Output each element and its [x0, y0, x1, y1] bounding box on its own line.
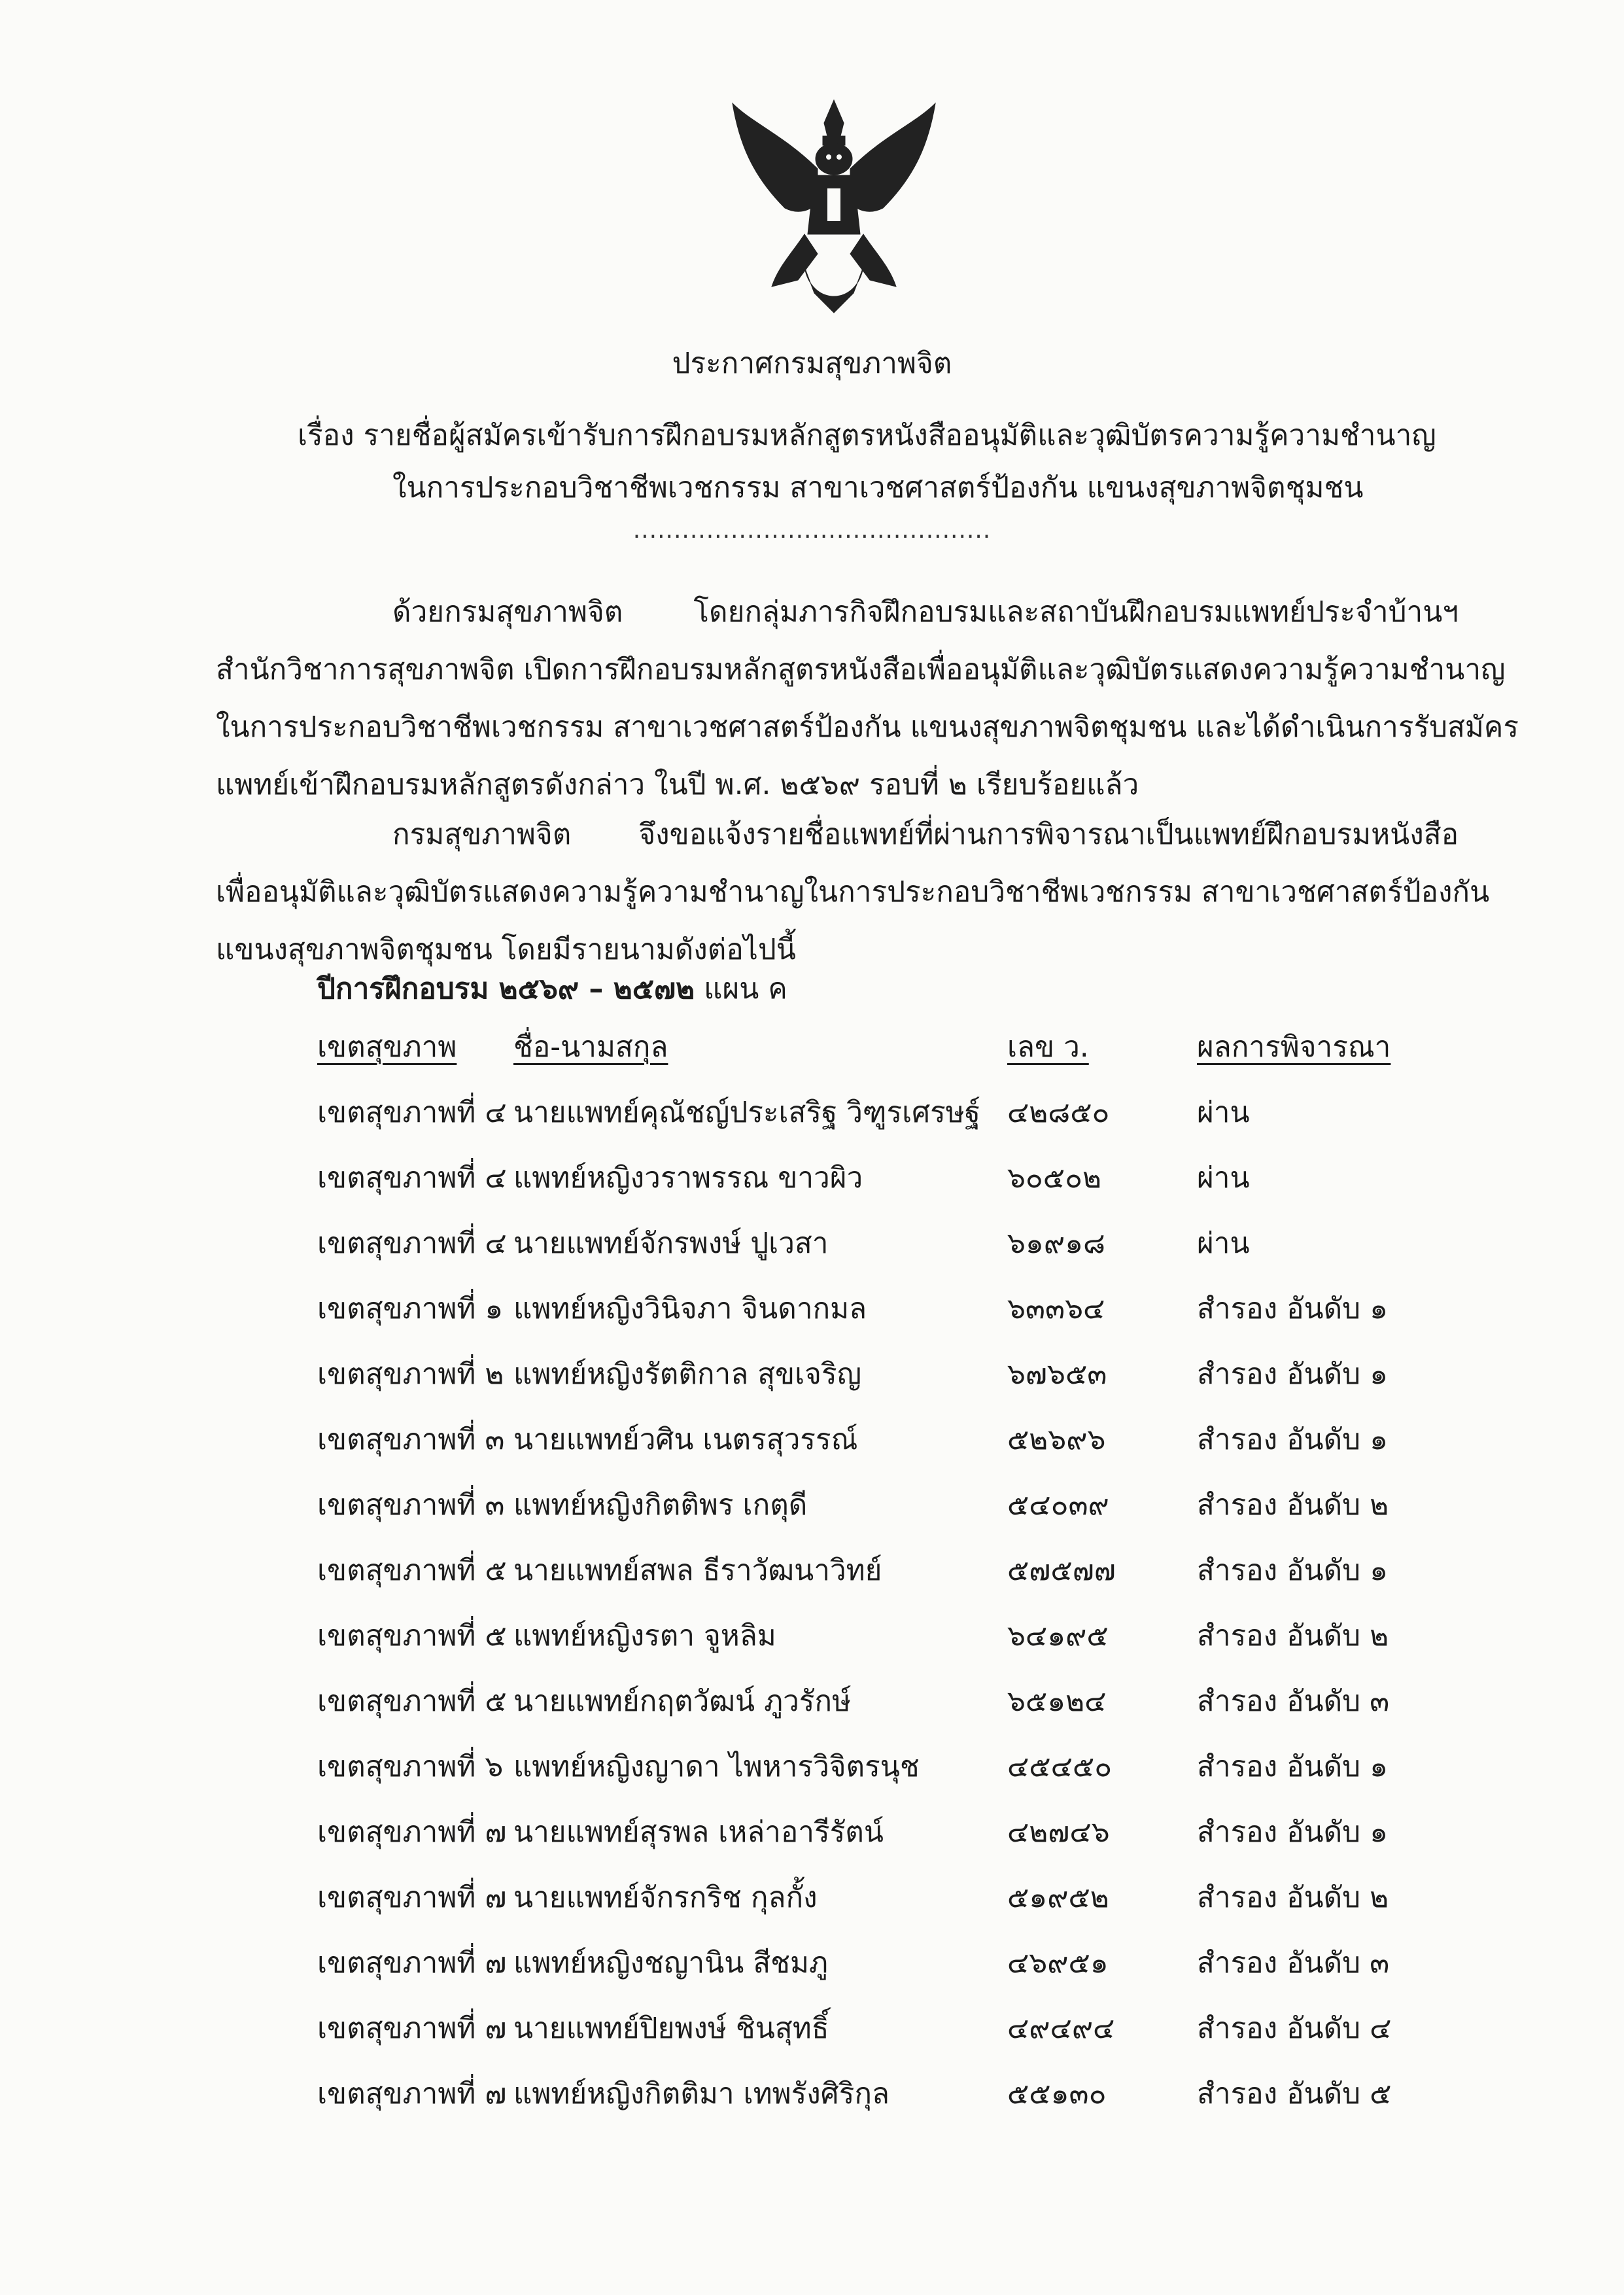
row-doctor-name: นายแพทย์คุณัชญ์ประเสริฐ วิฑูรเศรษฐ์ [513, 1096, 981, 1129]
paragraph-line: กรมสุขภาพจิต จึงขอแจ้งรายชื่อแพทย์ที่ผ่านการพิจารณาเป็นแพทย์ฝึกอบรมหนังสือ [392, 818, 1459, 851]
row-region: เขตสุขภาพที่ ๒ [317, 1358, 504, 1391]
table-row [317, 1678, 1462, 1743]
row-license-number: ๕๑๙๕๒ [1007, 1881, 1109, 1914]
paragraph-2 [216, 806, 1490, 979]
row-region: เขตสุขภาพที่ ๕ [317, 1554, 507, 1587]
row-region: เขตสุขภาพที่ ๔ [317, 1161, 507, 1195]
table-row [317, 1351, 1462, 1416]
row-license-number: ๖๓๓๖๔ [1007, 1292, 1105, 1325]
row-region: เขตสุขภาพที่ ๗ [317, 2077, 507, 2111]
row-region: เขตสุขภาพที่ ๗ [317, 1815, 507, 1849]
row-doctor-name: แพทย์หญิงวินิจภา จินดากมล [513, 1292, 867, 1325]
row-doctor-name: แพทย์หญิงชญานิน สีชมภู [513, 1946, 829, 1980]
subject-line-1: เรื่อง รายชื่อผู้สมัครเข้ารับการฝึกอบรมหลักสูตรหนังสืออนุมัติและวุฒิบัตรความรู้ความชำนาญ [298, 419, 1436, 452]
row-doctor-name: แพทย์หญิงกิตติมา เทพรังศิริกุล [513, 2077, 890, 2111]
row-license-number: ๔๖๙๕๑ [1007, 1946, 1109, 1980]
table-row [317, 1743, 1462, 1809]
row-license-number: ๔๒๘๕๐ [1007, 1096, 1110, 1129]
header-region: เขตสุขภาพ [317, 1030, 457, 1064]
table-row [317, 1482, 1462, 1547]
row-doctor-name: นายแพทย์กฤตวัฒน์ ภูวรักษ์ [513, 1685, 852, 1718]
paragraph-line: สำนักวิชาการสุขภาพจิต เปิดการฝึกอบรมหลักสูตรหนังสือเพื่ออนุมัติและวุฒิบัตรแสดงความรู้ความชำนาญ [216, 653, 1506, 686]
row-result: สำรอง อันดับ ๕ [1197, 2077, 1392, 2111]
row-doctor-name: แพทย์หญิงรัตติกาล สุขเจริญ [513, 1358, 862, 1391]
table-row [317, 1089, 1462, 1155]
row-result: สำรอง อันดับ ๑ [1197, 1815, 1389, 1849]
row-result: สำรอง อันดับ ๒ [1197, 1619, 1389, 1653]
row-license-number: ๖๔๑๙๕ [1007, 1619, 1109, 1653]
row-result: สำรอง อันดับ ๔ [1197, 2012, 1392, 2045]
row-license-number: ๕๕๑๓๐ [1007, 2077, 1107, 2111]
garuda-emblem-icon [726, 97, 942, 319]
row-doctor-name: แพทย์หญิงญาดา ไพหารวิจิตรนุช [513, 1750, 920, 1783]
table-row [317, 1940, 1462, 2005]
paragraph-1 [216, 584, 1519, 814]
row-result: ผ่าน [1197, 1096, 1250, 1129]
row-region: เขตสุขภาพที่ ๗ [317, 1946, 507, 1980]
row-region: เขตสุขภาพที่ ๖ [317, 1750, 504, 1783]
table-row [317, 2071, 1462, 2136]
row-result: สำรอง อันดับ ๑ [1197, 1554, 1389, 1587]
training-plan-label: แผน ค [704, 972, 787, 1006]
row-result: สำรอง อันดับ ๑ [1197, 1423, 1389, 1456]
table-row [317, 1155, 1462, 1220]
paragraph-line: ในการประกอบวิชาชีพเวชกรรม สาขาเวชศาสตร์ป้องกัน แขนงสุขภาพจิตชุมชน และได้ดำเนินการรับสมัคร [216, 710, 1519, 744]
row-license-number: ๔๒๗๔๖ [1007, 1815, 1110, 1849]
row-license-number: ๔๙๔๙๔ [1007, 2012, 1115, 2045]
row-region: เขตสุขภาพที่ ๔ [317, 1096, 507, 1129]
row-doctor-name: นายแพทย์สพล ธีราวัฒนาวิทย์ [513, 1554, 882, 1587]
row-doctor-name: นายแพทย์ปิยพงษ์ ชินสุทธิ์ [513, 2012, 829, 2045]
row-license-number: ๖๑๙๑๘ [1007, 1227, 1105, 1260]
row-doctor-name: นายแพทย์จักรกริช กุลกั้ง [513, 1881, 818, 1914]
row-region: เขตสุขภาพที่ ๑ [317, 1292, 504, 1325]
row-license-number: ๔๕๔๕๐ [1007, 1750, 1113, 1783]
row-result: ผ่าน [1197, 1161, 1250, 1195]
row-doctor-name: นายแพทย์วศิน เนตรสุวรรณ์ [513, 1423, 858, 1456]
row-result: สำรอง อันดับ ๑ [1197, 1750, 1389, 1783]
row-doctor-name: นายแพทย์สุรพล เหล่าอารีรัตน์ [513, 1815, 884, 1849]
paragraph-line: ด้วยกรมสุขภาพจิต โดยกลุ่มภารกิจฝึกอบรมและสถาบันฝึกอบรมแพทย์ประจำบ้านฯ [392, 595, 1459, 629]
row-region: เขตสุขภาพที่ ๔ [317, 1227, 507, 1260]
table-row [317, 1809, 1462, 1874]
row-region: เขตสุขภาพที่ ๕ [317, 1619, 507, 1653]
row-doctor-name: นายแพทย์จักรพงษ์ ปูเวสา [513, 1227, 829, 1260]
row-result: สำรอง อันดับ ๒ [1197, 1488, 1389, 1522]
row-region: เขตสุขภาพที่ ๓ [317, 1488, 505, 1522]
row-result: สำรอง อันดับ ๓ [1197, 1946, 1390, 1980]
training-year-line [317, 966, 787, 1011]
table-row [317, 1874, 1462, 1940]
table-row [317, 1220, 1462, 1286]
header-result: ผลการพิจารณา [1197, 1030, 1391, 1064]
header-name: ชื่อ-นามสกุล [513, 1030, 668, 1064]
row-region: เขตสุขภาพที่ ๓ [317, 1423, 505, 1456]
row-license-number: ๖๗๖๕๓ [1007, 1358, 1107, 1391]
subject-line-2: ในการประกอบวิชาชีพเวชกรรม สาขาเวชศาสตร์ป้องกัน แขนงสุขภาพจิตชุมชน [392, 471, 1364, 504]
row-result: ผ่าน [1197, 1227, 1250, 1260]
row-doctor-name: แพทย์หญิงวราพรรณ ขาวผิว [513, 1161, 863, 1195]
table-row [317, 1547, 1462, 1613]
announcement-title: ประกาศกรมสุขภาพจิต [672, 347, 952, 380]
paragraph-line: แพทย์เข้าฝึกอบรมหลักสูตรดังกล่าว ในปี พ.ศ. ๒๕๖๙ รอบที่ ๒ เรียบร้อยแล้ว [216, 768, 1139, 801]
table-row [317, 1613, 1462, 1678]
row-region: เขตสุขภาพที่ ๕ [317, 1685, 507, 1718]
row-result: สำรอง อันดับ ๑ [1197, 1292, 1389, 1325]
paragraph-line: แขนงสุขภาพจิตชุมชน โดยมีรายนามดังต่อไปนี้ [216, 933, 796, 966]
row-license-number: ๕๔๐๓๙ [1007, 1488, 1109, 1522]
row-result: สำรอง อันดับ ๒ [1197, 1881, 1389, 1914]
row-license-number: ๕๒๖๙๖ [1007, 1423, 1106, 1456]
row-region: เขตสุขภาพที่ ๗ [317, 1881, 507, 1914]
row-license-number: ๖๕๑๒๔ [1007, 1685, 1107, 1718]
row-doctor-name: แพทย์หญิงกิตติพร เกตุดี [513, 1488, 808, 1522]
row-region: เขตสุขภาพที่ ๗ [317, 2012, 507, 2045]
table-row [317, 1416, 1462, 1482]
row-result: สำรอง อันดับ ๑ [1197, 1358, 1389, 1391]
paragraph-line: เพื่ออนุมัติและวุฒิบัตรแสดงความรู้ความชำนาญในการประกอบวิชาชีพเวชกรรม สาขาเวชศาสตร์ป้องกัน [216, 875, 1490, 909]
row-result: สำรอง อันดับ ๓ [1197, 1685, 1390, 1718]
table-row [317, 1286, 1462, 1351]
table-row [317, 2005, 1462, 2071]
header-license-number: เลข ว. [1007, 1030, 1089, 1064]
row-doctor-name: แพทย์หญิงรตา จูหลิม [513, 1619, 776, 1653]
training-year-label: ปีการฝึกอบรม ๒๕๖๙ – ๒๕๗๒ [317, 972, 695, 1006]
row-license-number: ๕๗๕๗๗ [1007, 1554, 1116, 1587]
table-header-row [317, 1024, 1462, 1089]
row-license-number: ๖๐๕๐๒ [1007, 1161, 1101, 1195]
results-table [317, 1024, 1462, 2136]
separator-line: ............................................ [632, 517, 992, 544]
